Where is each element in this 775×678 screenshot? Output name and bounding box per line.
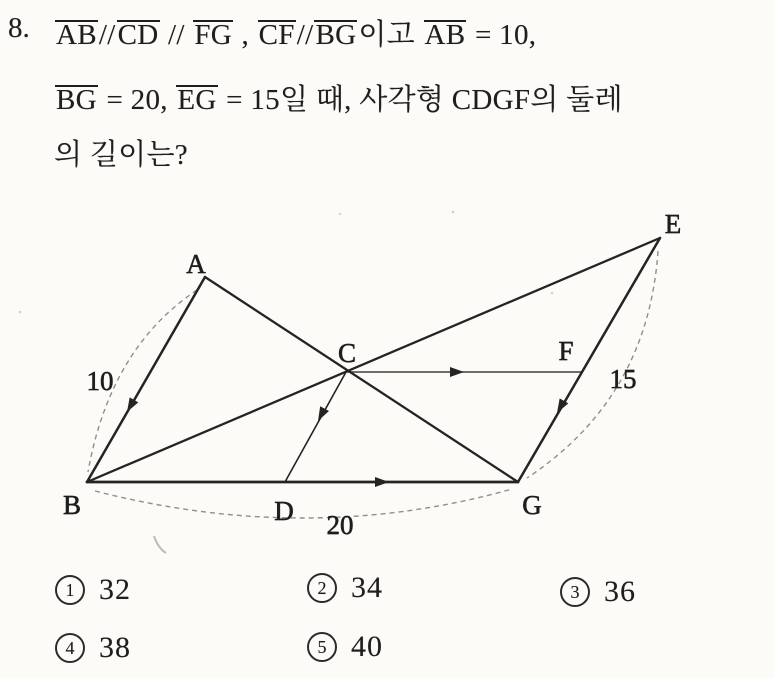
arrowhead-C-to-D [314,406,329,423]
text-run: = 10, [467,19,537,51]
choice-4-circled-number: 4 [55,633,85,663]
segment-notation: AB [424,19,466,51]
label-F: F [558,336,574,366]
choice-4-value: 38 [99,631,131,664]
line-E-G [518,238,660,482]
arrowhead-B-to-G [375,477,389,487]
arrowhead-A-to-B [123,397,139,414]
text-run: 이고 [358,19,423,51]
choice-4 [55,631,131,665]
line-C-D [285,372,346,482]
dashed-arc-BG [95,489,512,518]
choice-2-circled-number: 2 [307,573,337,603]
text-run: , [234,19,257,51]
segment-notation: BG [315,19,357,51]
label-AB-length: 10 [86,366,114,396]
choice-3-value: 36 [604,575,636,608]
segment-notation: FG [194,19,232,51]
choice-1-circled-number: 1 [55,575,85,605]
arrowhead-C-to-F [450,367,464,377]
choice-5-circled-number: 5 [307,632,337,662]
text-run: // [160,19,193,51]
choice-5 [307,630,383,664]
text-run: 의 길이는? [54,139,188,171]
text-run: // [98,19,116,51]
choice-2 [307,571,383,605]
choice-3-circled-number: 3 [560,577,590,607]
choice-5-value: 40 [351,630,383,663]
text-run: = 15일 때, 사각형 CDGF의 둘레 [218,84,623,116]
line-A-G [205,277,518,482]
text-run: = 20, [98,84,176,116]
label-E: E [664,209,682,239]
segment-notation: CF [258,19,295,51]
segment-notation: CD [117,19,159,51]
segment-notation: AB [56,19,97,51]
choice-2-value: 34 [351,571,383,604]
label-D: D [274,496,294,526]
choice-3 [560,575,636,609]
label-G: G [522,490,542,520]
segment-notation: EG [177,84,217,116]
text-run: // [296,19,314,51]
label-BG-length: 20 [326,510,354,540]
label-B: B [62,490,82,520]
label-A: A [186,249,206,279]
choice-1 [55,573,131,607]
segment-notation: BG [56,84,97,116]
label-EG-length: 15 [609,364,637,394]
label-C: C [337,338,357,368]
line-B-E [87,238,660,482]
choice-1-value: 32 [99,573,131,606]
problem-number: 8. [8,12,30,44]
